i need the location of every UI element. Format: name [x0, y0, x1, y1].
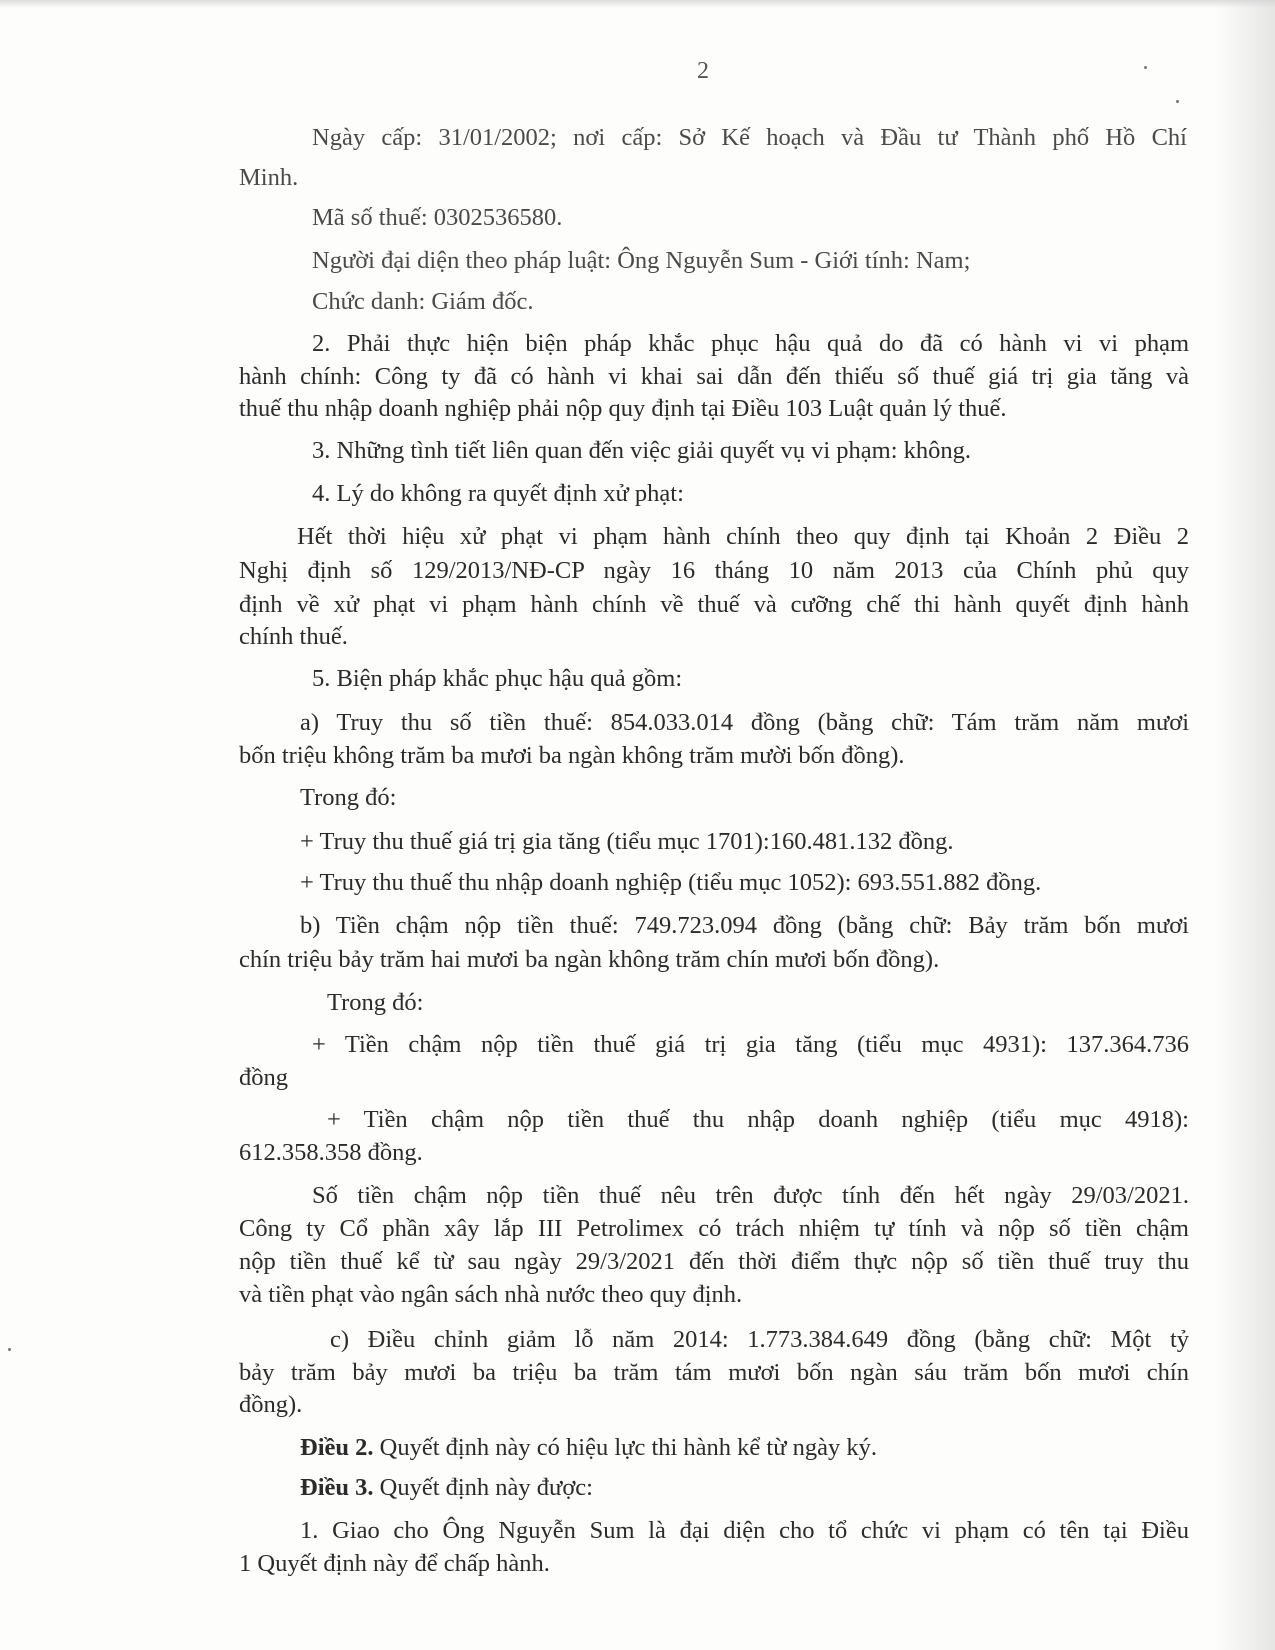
paragraph-line: định về xử phạt vi phạm hành chính về thuế và cưỡng chế thi hành quyết định hành: [239, 591, 1189, 618]
article-3-text: Quyết định này được:: [373, 1474, 593, 1501]
paragraph-line: + Truy thu thuế thu nhập doanh nghiệp (tiểu mục 1052): 693.551.882 đồng.: [300, 869, 1042, 896]
paragraph-line: Số tiền chậm nộp tiền thuế nêu trên được tính đến hết ngày 29/03/2021.: [312, 1182, 1189, 1209]
scan-speck: [1176, 100, 1179, 103]
paragraph-line: bốn triệu không trăm ba mươi ba ngàn không trăm mười bốn đồng).: [239, 742, 905, 769]
scan-right-edge-shadow: [1215, 0, 1275, 1650]
paragraph-line: 3. Những tình tiết liên quan đến việc giải quyết vụ vi phạm: không.: [312, 437, 972, 464]
paragraph-line: và tiền phạt vào ngân sách nhà nước theo quy định.: [239, 1281, 743, 1308]
paragraph-line: hành chính: Công ty đã có hành vi khai sai dẫn đến thiếu số thuế giá trị gia tăng và: [239, 363, 1189, 390]
paragraph-line: Người đại diện theo pháp luật: Ông Nguyễn Sum - Giới tính: Nam;: [312, 247, 971, 274]
paragraph-line: bảy trăm bảy mươi ba triệu ba trăm tám mươi bốn ngàn sáu trăm bốn mươi chín: [239, 1359, 1189, 1386]
article-2-heading: Điều 2.: [300, 1434, 374, 1461]
paragraph-line: 612.358.358 đồng.: [239, 1139, 423, 1166]
paragraph-line: 5. Biện pháp khắc phục hậu quả gồm:: [312, 665, 683, 692]
scan-top-edge: [0, 0, 1275, 8]
paragraph-line: c) Điều chỉnh giảm lỗ năm 2014: 1.773.384.649 đồng (bằng chữ: Một tỷ: [330, 1326, 1189, 1353]
article-2-line: [300, 1431, 877, 1464]
page-number: 2: [697, 58, 709, 84]
paragraph-line: 4. Lý do không ra quyết định xử phạt:: [312, 480, 684, 507]
paragraph-line: thuế thu nhập doanh nghiệp phải nộp quy định tại Điều 103 Luật quản lý thuế.: [239, 395, 1007, 422]
paragraph-line: a) Truy thu số tiền thuế: 854.033.014 đồng (bằng chữ: Tám trăm năm mươi: [300, 709, 1189, 736]
article-3-heading: Điều 3.: [300, 1474, 374, 1501]
paragraph-line: Minh.: [239, 164, 299, 191]
paragraph-line: Nghị định số 129/2013/NĐ-CP ngày 16 tháng 10 năm 2013 của Chính phủ quy: [239, 557, 1189, 584]
paragraph-line: Ngày cấp: 31/01/2002; nơi cấp: Sở Kế hoạch và Đầu tư Thành phố Hồ Chí: [312, 124, 1187, 151]
paragraph-line: Mã số thuế: 0302536580.: [312, 204, 563, 231]
paragraph-line: + Truy thu thuế giá trị gia tăng (tiểu mục 1701):160.481.132 đồng.: [300, 828, 954, 855]
paragraph-line: Hết thời hiệu xử phạt vi phạm hành chính theo quy định tại Khoản 2 Điều 2: [297, 523, 1189, 550]
paragraph-line: đồng: [239, 1064, 288, 1091]
paragraph-line: 2. Phải thực hiện biện pháp khắc phục hậu quả do đã có hành vi vi phạm: [312, 330, 1189, 357]
paragraph-line: chính thuế.: [239, 623, 348, 650]
scan-speck: [1144, 66, 1147, 69]
paragraph-line: Trong đó:: [300, 784, 397, 811]
paragraph-line: chín triệu bảy trăm hai mươi ba ngàn không trăm chín mươi bốn đồng).: [239, 946, 940, 973]
paragraph-line: Trong đó:: [327, 989, 424, 1016]
paragraph-line: Chức danh: Giám đốc.: [312, 288, 534, 315]
paragraph-line: b) Tiền chậm nộp tiền thuế: 749.723.094 đồng (bằng chữ: Bảy trăm bốn mươi: [300, 912, 1189, 939]
paragraph-line: Công ty Cổ phần xây lắp III Petrolimex có trách nhiệm tự tính và nộp số tiền chậm: [239, 1215, 1189, 1242]
paragraph-line: nộp tiền thuế kể từ sau ngày 29/3/2021 đến thời điểm thực nộp số tiền thuế truy thu: [239, 1248, 1189, 1275]
article-3-line: [300, 1471, 593, 1504]
scan-speck: [8, 1348, 11, 1351]
paragraph-line: + Tiền chậm nộp tiền thuế thu nhập doanh nghiệp (tiểu mục 4918):: [327, 1106, 1189, 1133]
paragraph-line: 1 Quyết định này để chấp hành.: [239, 1550, 550, 1577]
paragraph-line: đồng).: [239, 1391, 303, 1418]
paragraph-line: + Tiền chậm nộp tiền thuế giá trị gia tăng (tiểu mục 4931): 137.364.736: [312, 1031, 1189, 1058]
paragraph-line: 1. Giao cho Ông Nguyễn Sum là đại diện cho tổ chức vi phạm có tên tại Điều: [300, 1517, 1189, 1544]
article-2-text: Quyết định này có hiệu lực thi hành kể từ ngày ký.: [373, 1434, 878, 1461]
